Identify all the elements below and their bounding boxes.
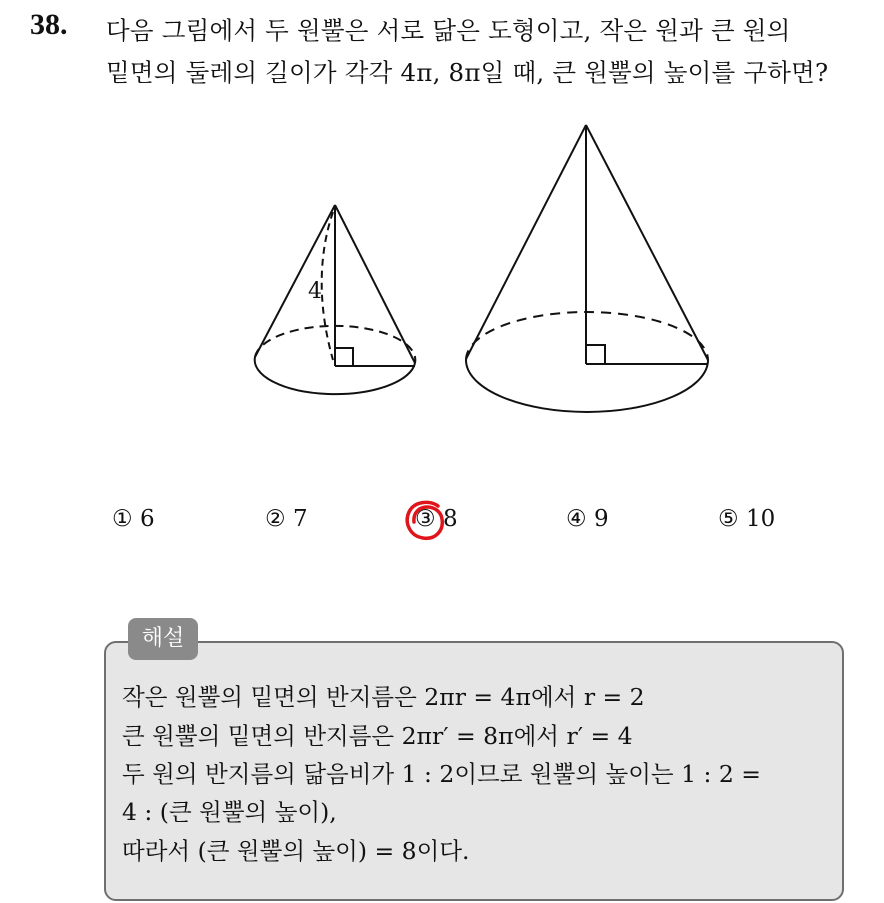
solution-line-3: 두 원의 반지름의 닮음비가 1 : 2이므로 원뿔의 높이는 1 : 2 =	[122, 760, 761, 788]
small-cone-right-angle	[335, 348, 353, 366]
answer-mark-icon	[402, 498, 448, 544]
small-cone	[255, 205, 416, 394]
choice-5-symbol: ⑤	[718, 506, 739, 532]
large-cone-base-front	[466, 360, 708, 412]
choice-2-symbol: ②	[265, 506, 286, 532]
choice-3-symbol: ③	[415, 506, 436, 532]
question-text-line-1: 다음 그림에서 두 원뿔은 서로 닮은 도형이고, 작은 원과 큰 원의	[106, 16, 791, 45]
choice-5-value: 10	[745, 506, 776, 532]
choice-4[interactable]	[566, 506, 609, 532]
choice-5[interactable]	[718, 506, 775, 532]
large-cone-left-side	[466, 125, 586, 359]
solution-line-2: 큰 원뿔의 밑면의 반지름은 2πr′ = 8π에서 r′ = 4	[122, 722, 633, 750]
solution-line-5: 따라서 (큰 원뿔의 높이) = 8이다.	[122, 837, 470, 865]
small-cone-height-label: 4	[308, 279, 322, 304]
solution-line-1: 작은 원뿔의 밑면의 반지름은 2πr = 4π에서 r = 2	[122, 683, 645, 711]
choice-1[interactable]	[112, 506, 155, 532]
small-cone-right-side	[335, 205, 415, 363]
choice-4-symbol: ④	[566, 506, 587, 532]
choice-1-symbol: ①	[112, 506, 133, 532]
choice-1-value: 6	[139, 506, 155, 532]
choice-4-value: 9	[593, 506, 609, 532]
large-cone	[466, 125, 708, 412]
question-number: 38.	[30, 8, 68, 41]
small-cone-left-side	[255, 205, 335, 357]
choice-3-value: 8	[442, 506, 458, 532]
solution-tag: 해설	[128, 618, 198, 660]
choice-2-value: 7	[292, 506, 308, 532]
large-cone-right-side	[586, 125, 708, 360]
choice-2[interactable]	[265, 506, 308, 532]
large-cone-right-angle	[586, 345, 605, 364]
question-text-line-2: 밑면의 둘레의 길이가 각각 4π, 8π일 때, 큰 원뿔의 높이를 구하면?	[106, 58, 829, 87]
small-cone-height-brace	[322, 212, 333, 360]
solution-line-4: 4 : (큰 원뿔의 높이),	[122, 798, 337, 826]
